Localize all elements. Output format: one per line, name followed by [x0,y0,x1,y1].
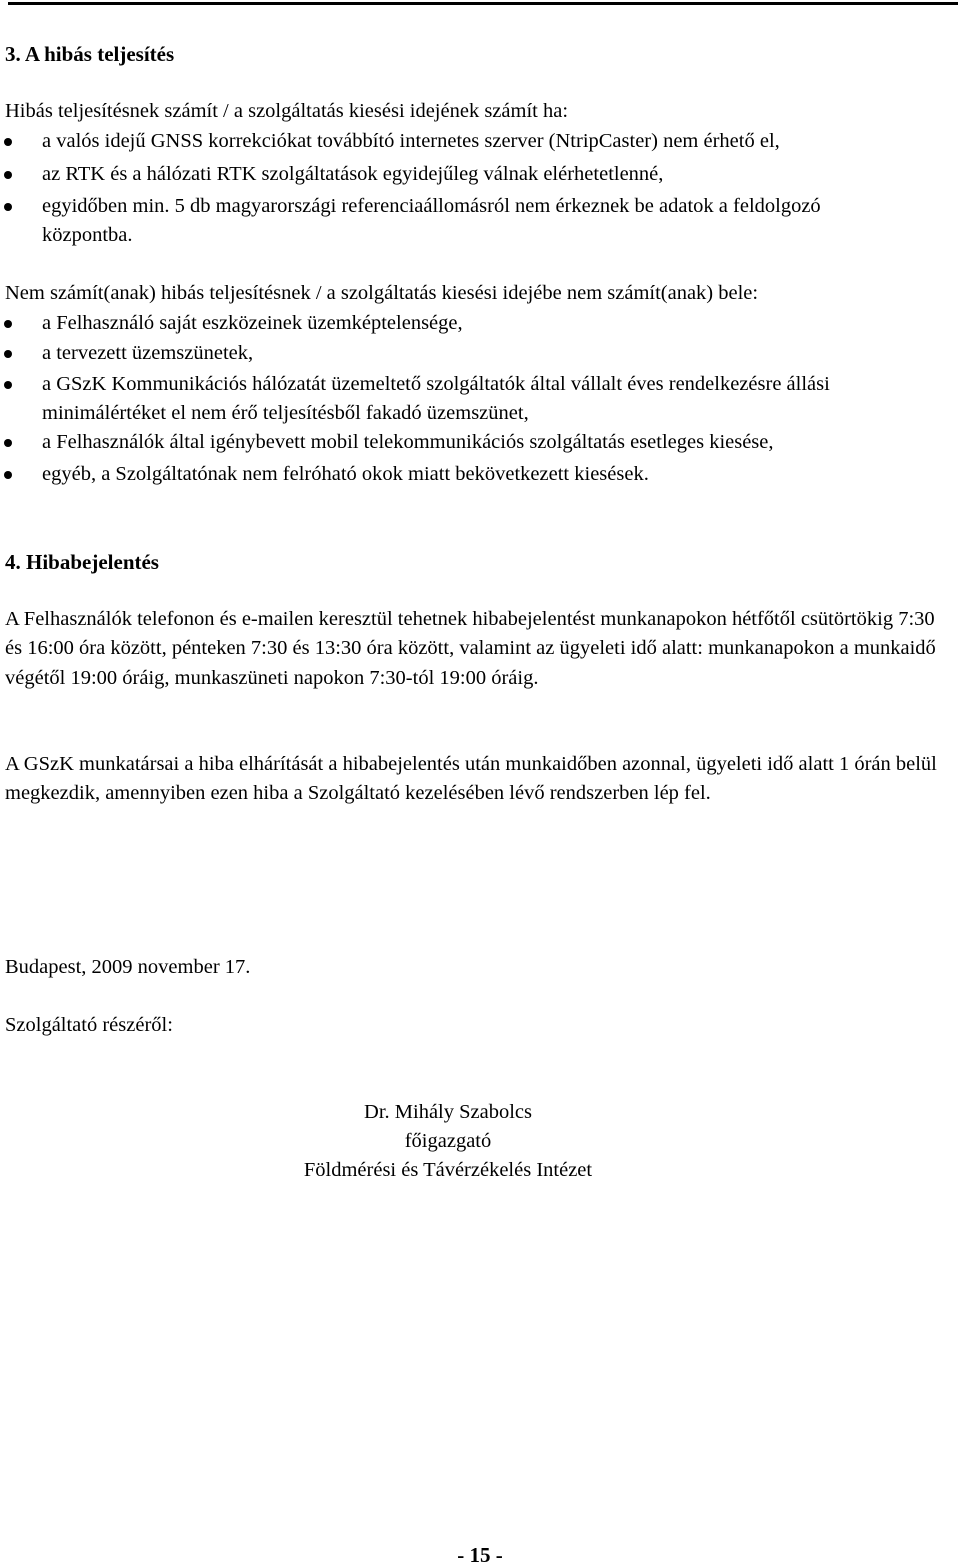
section-3-intro: Hibás teljesítésnek számít / a szolgáltatás kiesési idejének számít ha: [5,100,569,122]
list-item-text: a GSzK Kommunikációs hálózatát üzemeltető szolgáltatók által vállalt éves rendelkezésre állási minimálértéket el nem érő teljesítésből fakadó üzemszünet, [42,373,830,424]
top-rule [8,2,958,5]
bullet-icon [4,203,12,211]
list-item [42,309,922,338]
list-item [42,160,922,189]
bullet-icon [4,138,12,146]
list-item [42,460,922,489]
bullet-icon [4,471,12,479]
bullet-icon [4,381,12,389]
list-item [42,192,902,250]
list-item-text: a Felhasználók által igénybevett mobil telekommunikációs szolgáltatás esetleges kiesése, [42,431,774,453]
list-item [42,339,922,368]
section-4-heading: 4. Hibabejelentés [5,550,159,574]
list-item [42,370,957,428]
section-3-intro-2: Nem számít(anak) hibás teljesítésnek / a szolgáltatás kiesési idejébe nem számít(anak) bele: [5,282,759,304]
list-item-text: egyéb, a Szolgáltatónak nem felróható okok miatt bekövetkezett kiesések. [42,463,649,485]
bullet-icon [4,171,12,179]
list-item [42,428,957,457]
bullet-icon [4,350,12,358]
list-item [42,127,922,156]
section-4-paragraph-2: A GSzK munkatársai a hiba elhárítását a hibabejelentés után munkaidőben azonnal, ügyeleti idő alatt 1 órán belül megkezdik, amennyiben ezen hiba a Szolgáltató kezelésében lévő rendszerben lép fel. [5,753,937,805]
list-item-text: a Felhasználó saját eszközeinek üzemképtelensége, [42,312,463,334]
section-4-paragraph-1: A Felhasználók telefonon és e-mailen keresztül tehetnek hibabejelentést munkanapokon hétfőtől csütörtökig 7:30 és 16:00 óra között, pénteken 7:30 és 13:30 óra között, valamint az ügyeleti idő alatt: munkanapokon a munkaidő végétől 19:00 óráig, munkaszüneti napokon 7:30-tól 19:00 óráig. [5,608,936,689]
section-3-heading: 3. A hibás teljesítés [5,42,175,66]
bullet-icon [4,320,12,328]
page-number: - 15 - [457,1543,503,1567]
signer-organization: Földmérési és Távérzékelés Intézet [303,1159,593,1181]
on-behalf-label: Szolgáltató részéről: [5,1014,173,1036]
list-item-text: a valós idejű GNSS korrekciókat továbbító internetes szerver (NtripCaster) nem érhető el, [42,130,780,152]
list-item-text: a tervezett üzemszünetek, [42,342,254,364]
bullet-icon [4,439,12,447]
place-date: Budapest, 2009 november 17. [5,956,251,978]
list-item-text: egyidőben min. 5 db magyarországi referenciaállomásról nem érkeznek be adatok a feldolgozó központba. [42,195,821,246]
signer-name: Dr. Mihály Szabolcs [364,1101,532,1123]
signer-title: főigazgató [404,1130,492,1152]
list-item-text: az RTK és a hálózati RTK szolgáltatások egyidejűleg válnak elérhetetlenné, [42,163,664,185]
